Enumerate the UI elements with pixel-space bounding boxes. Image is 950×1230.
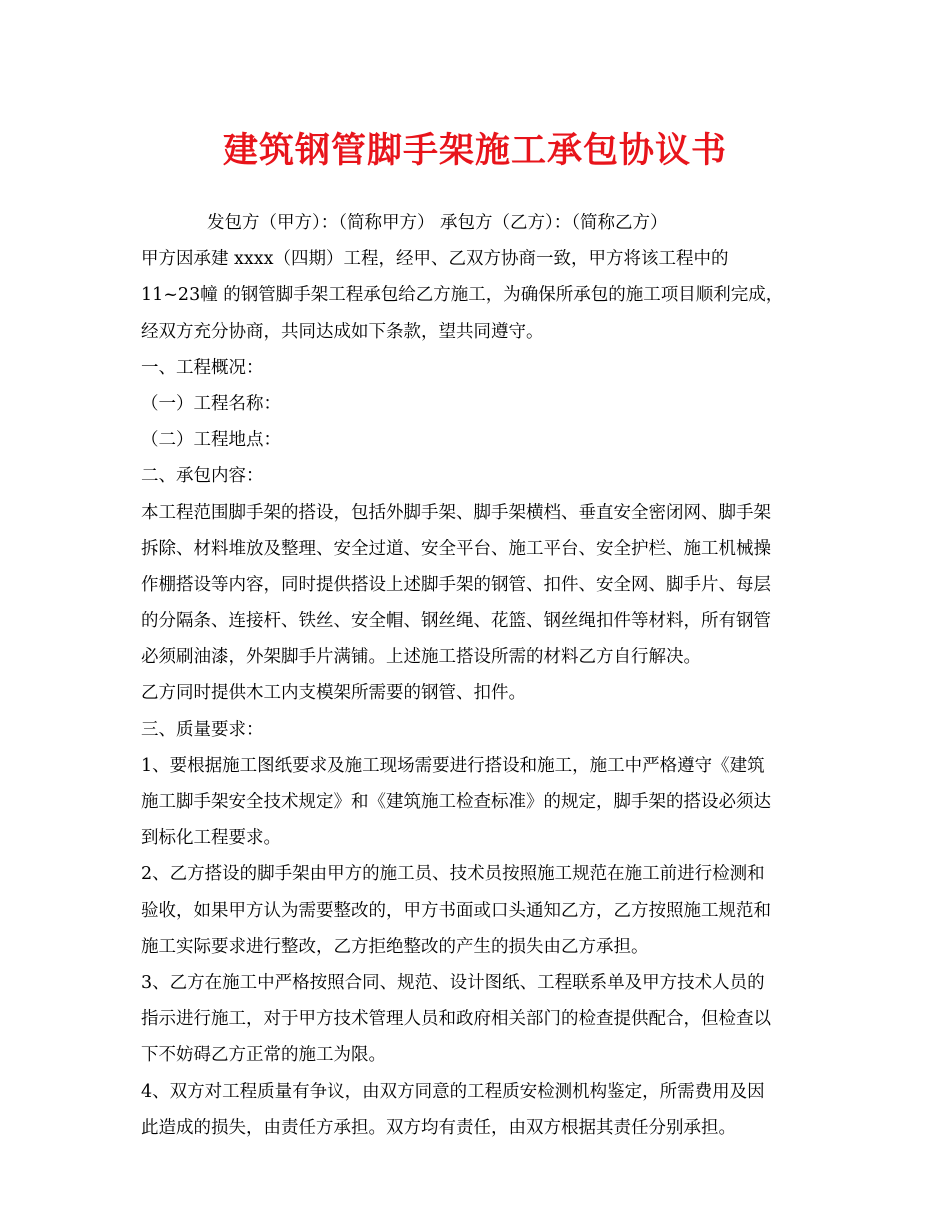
paragraph-line: 此造成的损失，由责任方承担。双方均有责任，由双方根据其责任分别承担。 bbox=[141, 1117, 736, 1138]
paragraph-line: 施工实际要求进行整改，乙方拒绝整改的产生的损失由乙方承担。 bbox=[141, 936, 649, 957]
parties-line: 发包方（甲方）：（简称甲方） 承包方（乙方）：（简称乙方） bbox=[207, 213, 668, 233]
paragraph-line: 3、乙方在施工中严格按照合同、规范、设计图纸、工程联系单及甲方技术人员的 bbox=[141, 972, 765, 993]
paragraph-line: 拆除、材料堆放及整理、安全过道、安全平台、施工平台、安全护栏、施工机械操 bbox=[141, 538, 771, 559]
paragraph-line: 甲方因承建 xxxx（四期）工程，经甲、乙双方协商一致，甲方将该工程中的 bbox=[141, 249, 729, 270]
paragraph-line: 11~23幢 的钢管脚手架工程承包给乙方施工，为确保所承包的施工项目顺利完成， bbox=[141, 285, 784, 306]
paragraph-line: 经双方充分协商，共同达成如下条款，望共同遵守。 bbox=[141, 321, 544, 342]
paragraph-line: （二）工程地点： bbox=[141, 430, 281, 451]
document-body bbox=[141, 205, 821, 1146]
paragraph-line: 乙方同时提供木工内支模架所需要的钢管、扣件。 bbox=[141, 683, 526, 704]
paragraph-line: 的分隔条、连接杆、铁丝、安全帽、钢丝绳、花篮、钢丝绳扣件等材料，所有钢管 bbox=[141, 611, 771, 632]
paragraph-line: 必须刷油漆，外架脚手片满铺。上述施工搭设所需的材料乙方自行解决。 bbox=[141, 647, 701, 668]
paragraph-line: 1、要根据施工图纸要求及施工现场需要进行搭设和施工，施工中严格遵守《建筑 bbox=[141, 755, 765, 776]
section-heading: 一、工程概况： bbox=[141, 357, 264, 378]
section-heading: 二、承包内容： bbox=[141, 466, 264, 487]
paragraph-line: 4、双方对工程质量有争议，由双方同意的工程质安检测机构鉴定，所需费用及因 bbox=[141, 1081, 765, 1102]
paragraph-line: 指示进行施工，对于甲方技术管理人员和政府相关部门的检查提供配合，但检查以 bbox=[141, 1009, 771, 1030]
paragraph-line: （一）工程名称： bbox=[141, 393, 281, 414]
document-title: 建筑钢管脚手架施工承包协议书 bbox=[222, 130, 727, 171]
paragraph-line: 验收，如果甲方认为需要整改的，甲方书面或口头通知乙方，乙方按照施工规范和 bbox=[141, 900, 771, 921]
paragraph-line: 作棚搭设等内容，同时提供搭设上述脚手架的钢管、扣件、安全网、脚手片、每层 bbox=[141, 574, 771, 595]
paragraph-line: 施工脚手架安全技术规定》和《建筑施工检查标准》的规定，脚手架的搭设必须达 bbox=[141, 792, 771, 812]
section-heading: 三、质量要求： bbox=[141, 719, 264, 740]
paragraph-line: 到标化工程要求。 bbox=[141, 828, 281, 849]
paragraph-line: 2、乙方搭设的脚手架由甲方的施工员、技术员按照施工规范在施工前进行检测和 bbox=[141, 864, 765, 885]
paragraph-line: 下不妨碍乙方正常的施工为限。 bbox=[141, 1045, 386, 1066]
paragraph-line: 本工程范围脚手架的搭设，包括外脚手架、脚手架横档、垂直安全密闭网、脚手架 bbox=[141, 502, 771, 523]
